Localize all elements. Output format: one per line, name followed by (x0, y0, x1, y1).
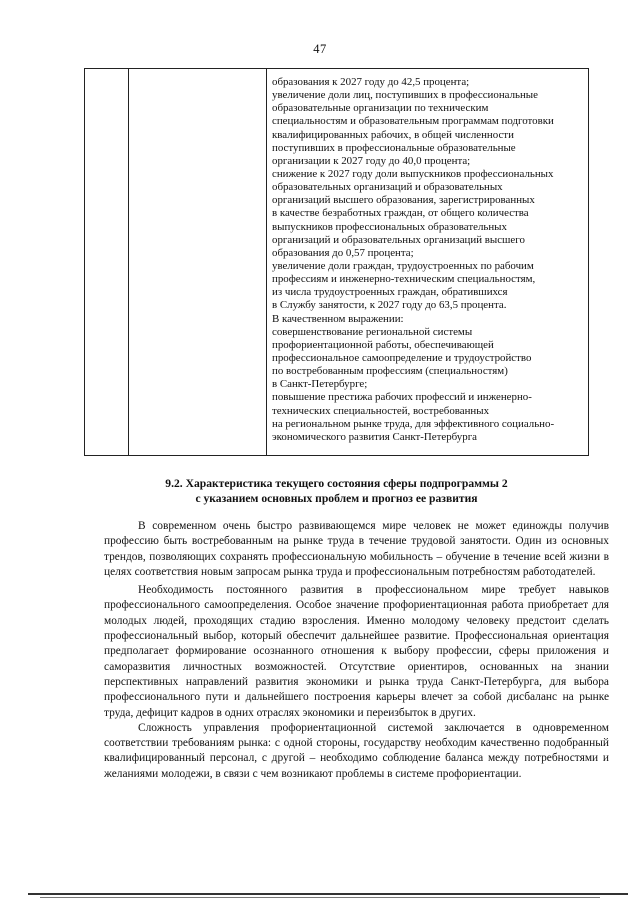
paragraph: В современном очень быстро развивающемся мире человек не может единожды получив профессию быть востребованным на рынке труда в течение трудовой занятости. Один из основных трендов, позволяющих сохранять профессиональную мобильность – обучение в течение всей жизни в целях соответствия новым запросам рынка труда и профессиональным потребностям работодателей. (104, 520, 609, 578)
table-line: поступивших в профессиональные образовательные (272, 141, 516, 154)
page-number: 47 (313, 42, 327, 56)
body-text (104, 519, 609, 785)
table-line: профессиональное самоопределение и трудоустройство (272, 351, 532, 364)
table-line: снижение к 2027 году доли выпускников профессиональных (272, 167, 554, 180)
table-line: образования к 2027 году до 42,5 процента; (272, 76, 470, 88)
table-line: на региональном рынке труда, для эффективного социально- (272, 417, 555, 430)
table-line: выпускников профессиональных образовательных (272, 220, 507, 233)
table-line: квалифицированных рабочих, в общей численности (272, 128, 514, 141)
table-line: в качестве безработных граждан, от общего количества (272, 207, 529, 220)
table-line: в Санкт-Петербурге; (272, 378, 368, 391)
paragraph: Необходимость постоянного развития в профессиональном мире требует навыков профессионального самоопределения. Особое значение профориентационная работа приобретает для молодых людей, проходящих стадию взросления. Именно молодому человеку предстоит сделать профессиональный выбор, который обеспечит дальнейшее развитие. Профессиональная ориентация предполагает формирование осознанного отношения к выбору профессии, сферы приложения и саморазвития личностных возможностей. Отсутствие ориентиров, основанных на знании перспективных направлений развития экономики и рынка труда Санкт-Петербурга, для выбора профессионального пути и дальнейшего построения карьеры влечет за собой дисбаланс на рынке труда, дефицит кадров в одних отраслях экономики и переизбыток в других. (104, 584, 609, 719)
footer-rule (28, 893, 628, 895)
table-line: образовательных организаций и образовательных (272, 181, 503, 194)
table-column-divider (128, 69, 129, 455)
table-line: профориентационной работы, обеспечивающей (272, 338, 494, 351)
table-line: увеличение доли лиц, поступивших в профессиональные (272, 89, 538, 102)
document-table (84, 68, 589, 456)
section-heading (84, 476, 589, 506)
table-line: технических специальностей, востребованных (272, 404, 490, 417)
table-column-divider (266, 69, 267, 455)
table-line: из числа трудоустроенных граждан, обратившихся (272, 286, 508, 299)
section-heading-line: 9.2. Характеристика текущего состояния сферы подпрограммы 2 (165, 477, 508, 490)
paragraph: Сложность управления профориентационной системой заключается в одновременном соответствии требованиям рынка: с одной стороны, государству необходим качественно подобранный квалифицированный персонал, с другой – необходимо соблюдение баланса между потребностями и желаниями молодежи, в связи с чем возникают проблемы в системе профориентации. (104, 721, 609, 780)
table-line: образовательные организации по техническим (272, 102, 489, 115)
table-line: повышение престижа рабочих профессий и инженерно- (272, 391, 532, 404)
table-line: образования до 0,57 процента; (272, 246, 414, 259)
table-line: увеличение доли граждан, трудоустроенных по рабочим (272, 259, 534, 272)
table-cell-indicators (272, 76, 590, 444)
table-line: экономического развития Санкт-Петербурга (272, 430, 477, 443)
footer-rule (40, 897, 600, 898)
table-line: организаций и образовательных организаций высшего (272, 233, 525, 246)
table-line: совершенствование региональной системы (272, 325, 473, 338)
table-line: в Службу занятости, к 2027 году до 63,5 процента. (272, 299, 507, 312)
table-line: профессиям и инженерно-техническим специальностям, (272, 273, 536, 286)
table-line: организаций высшего образования, зарегистрированных (272, 194, 535, 207)
table-line: специальностям и образовательным программам подготовки (272, 115, 554, 128)
table-line: организации к 2027 году до 40,0 процента; (272, 154, 471, 167)
table-line: В качественном выражении: (272, 312, 404, 325)
section-heading-line: с указанием основных проблем и прогноз ее развития (195, 492, 478, 505)
table-line: по востребованным профессиям (специальностям) (272, 365, 508, 378)
